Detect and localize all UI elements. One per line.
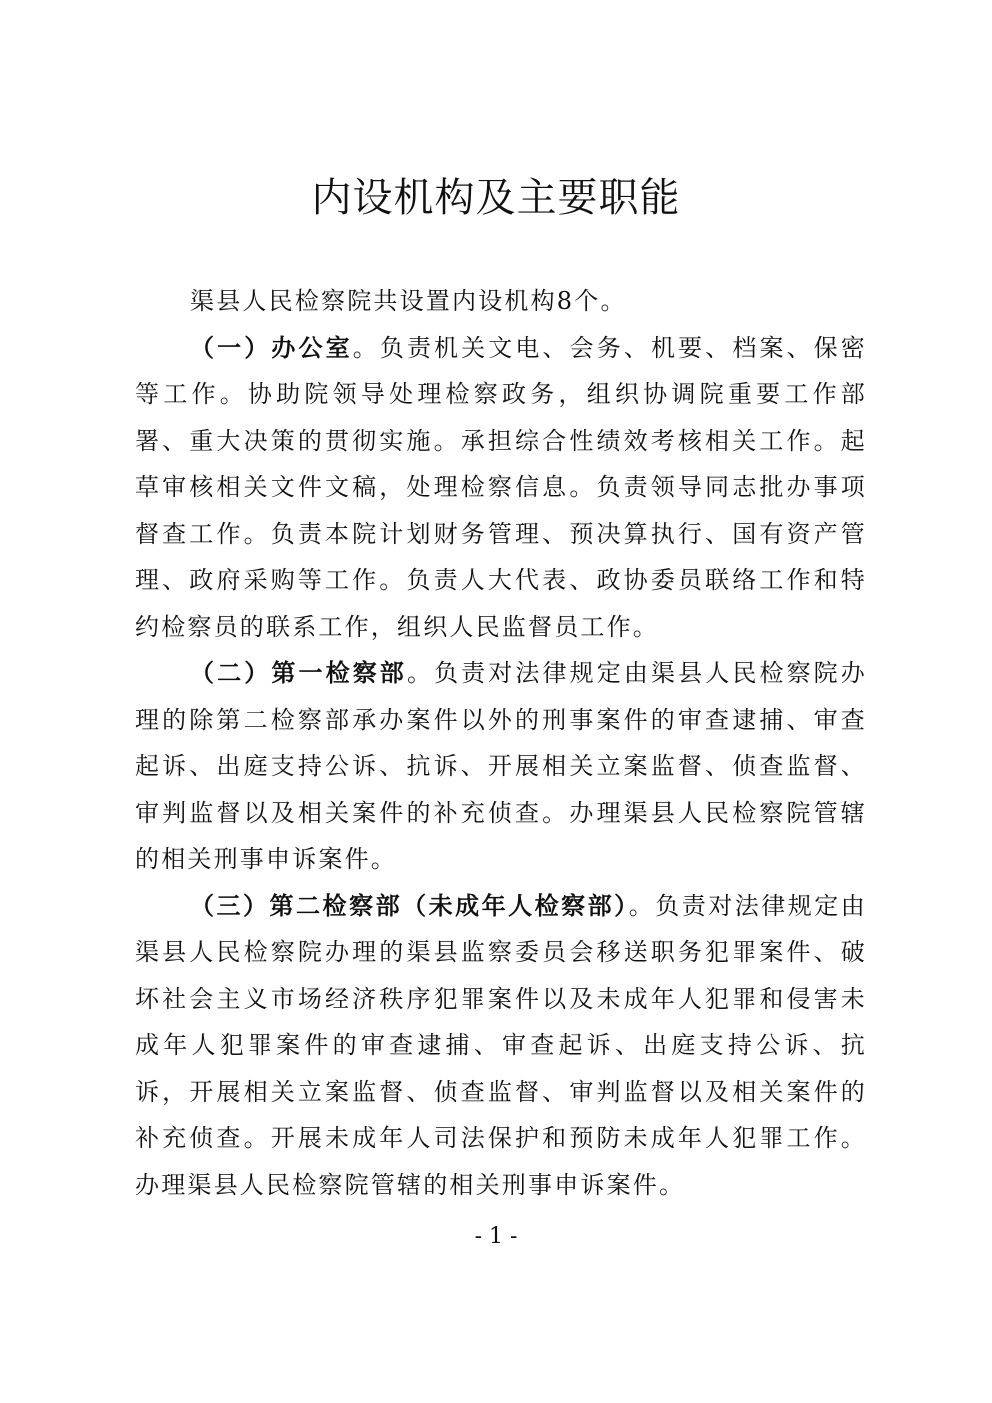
section-body: 负责对法律规定由渠县人民检察院办理的除第二检察部承办案件以外的刑事案件的审查逮捕、审查起诉、出庭支持公诉、抗诉、开展相关立案监督、侦查监督、审判监督以及相关案件的补充侦查。办理渠县人民检察院管辖的相关刑事申诉案件。 bbox=[135, 659, 868, 873]
section-paragraph-first-procuratorate bbox=[135, 650, 867, 883]
section-heading: （二）第一检察部 bbox=[190, 658, 407, 687]
section-heading: （三）第二检察部（未成年人检察部） bbox=[190, 890, 629, 920]
section-body: 负责机关文电、会务、机要、档案、保密等工作。协助院领导处理检察政务，组织协调院重要工作部署、重大决策的贯彻实施。承担综合性绩效考核相关工作。起草审核相关文件文稿，处理检察信息。负责领导同志批办事项督查工作。负责本院计划财务管理、预决算执行、国有资产管理、政府采购等工作。负责人大代表、政协委员联络工作和特约检察员的联系工作，组织人民监督员工作。 bbox=[135, 333, 867, 641]
document-body bbox=[135, 278, 867, 1208]
section-separator: 。 bbox=[406, 659, 435, 687]
intro-paragraph: 渠县人民检察院共设置内设机构8个。 bbox=[190, 287, 627, 315]
page-title: 内设机构及主要职能 bbox=[311, 175, 681, 221]
section-separator: 。 bbox=[628, 891, 656, 920]
section-separator: 。 bbox=[352, 333, 380, 362]
section-body: 负责对法律规定由渠县人民检察院办理的渠县监察委员会移送职务犯罪案件、破坏社会主义市场经济秩序犯罪案件以及未成年人犯罪和侵害未成年人犯罪案件的审查逮捕、审查起诉、出庭支持公诉、抗诉，开展相关立案监督、侦查监督、审判监督以及相关案件的补充侦查。开展未成年人司法保护和预防未成年人犯罪工作。办理渠县人民检察院管辖的相关刑事申诉案件。 bbox=[135, 891, 867, 1199]
page-number: - 1 - bbox=[474, 1224, 518, 1249]
section-paragraph-office bbox=[135, 325, 867, 651]
section-paragraph-second-procuratorate bbox=[135, 883, 867, 1209]
section-heading: （一）办公室 bbox=[190, 332, 353, 362]
